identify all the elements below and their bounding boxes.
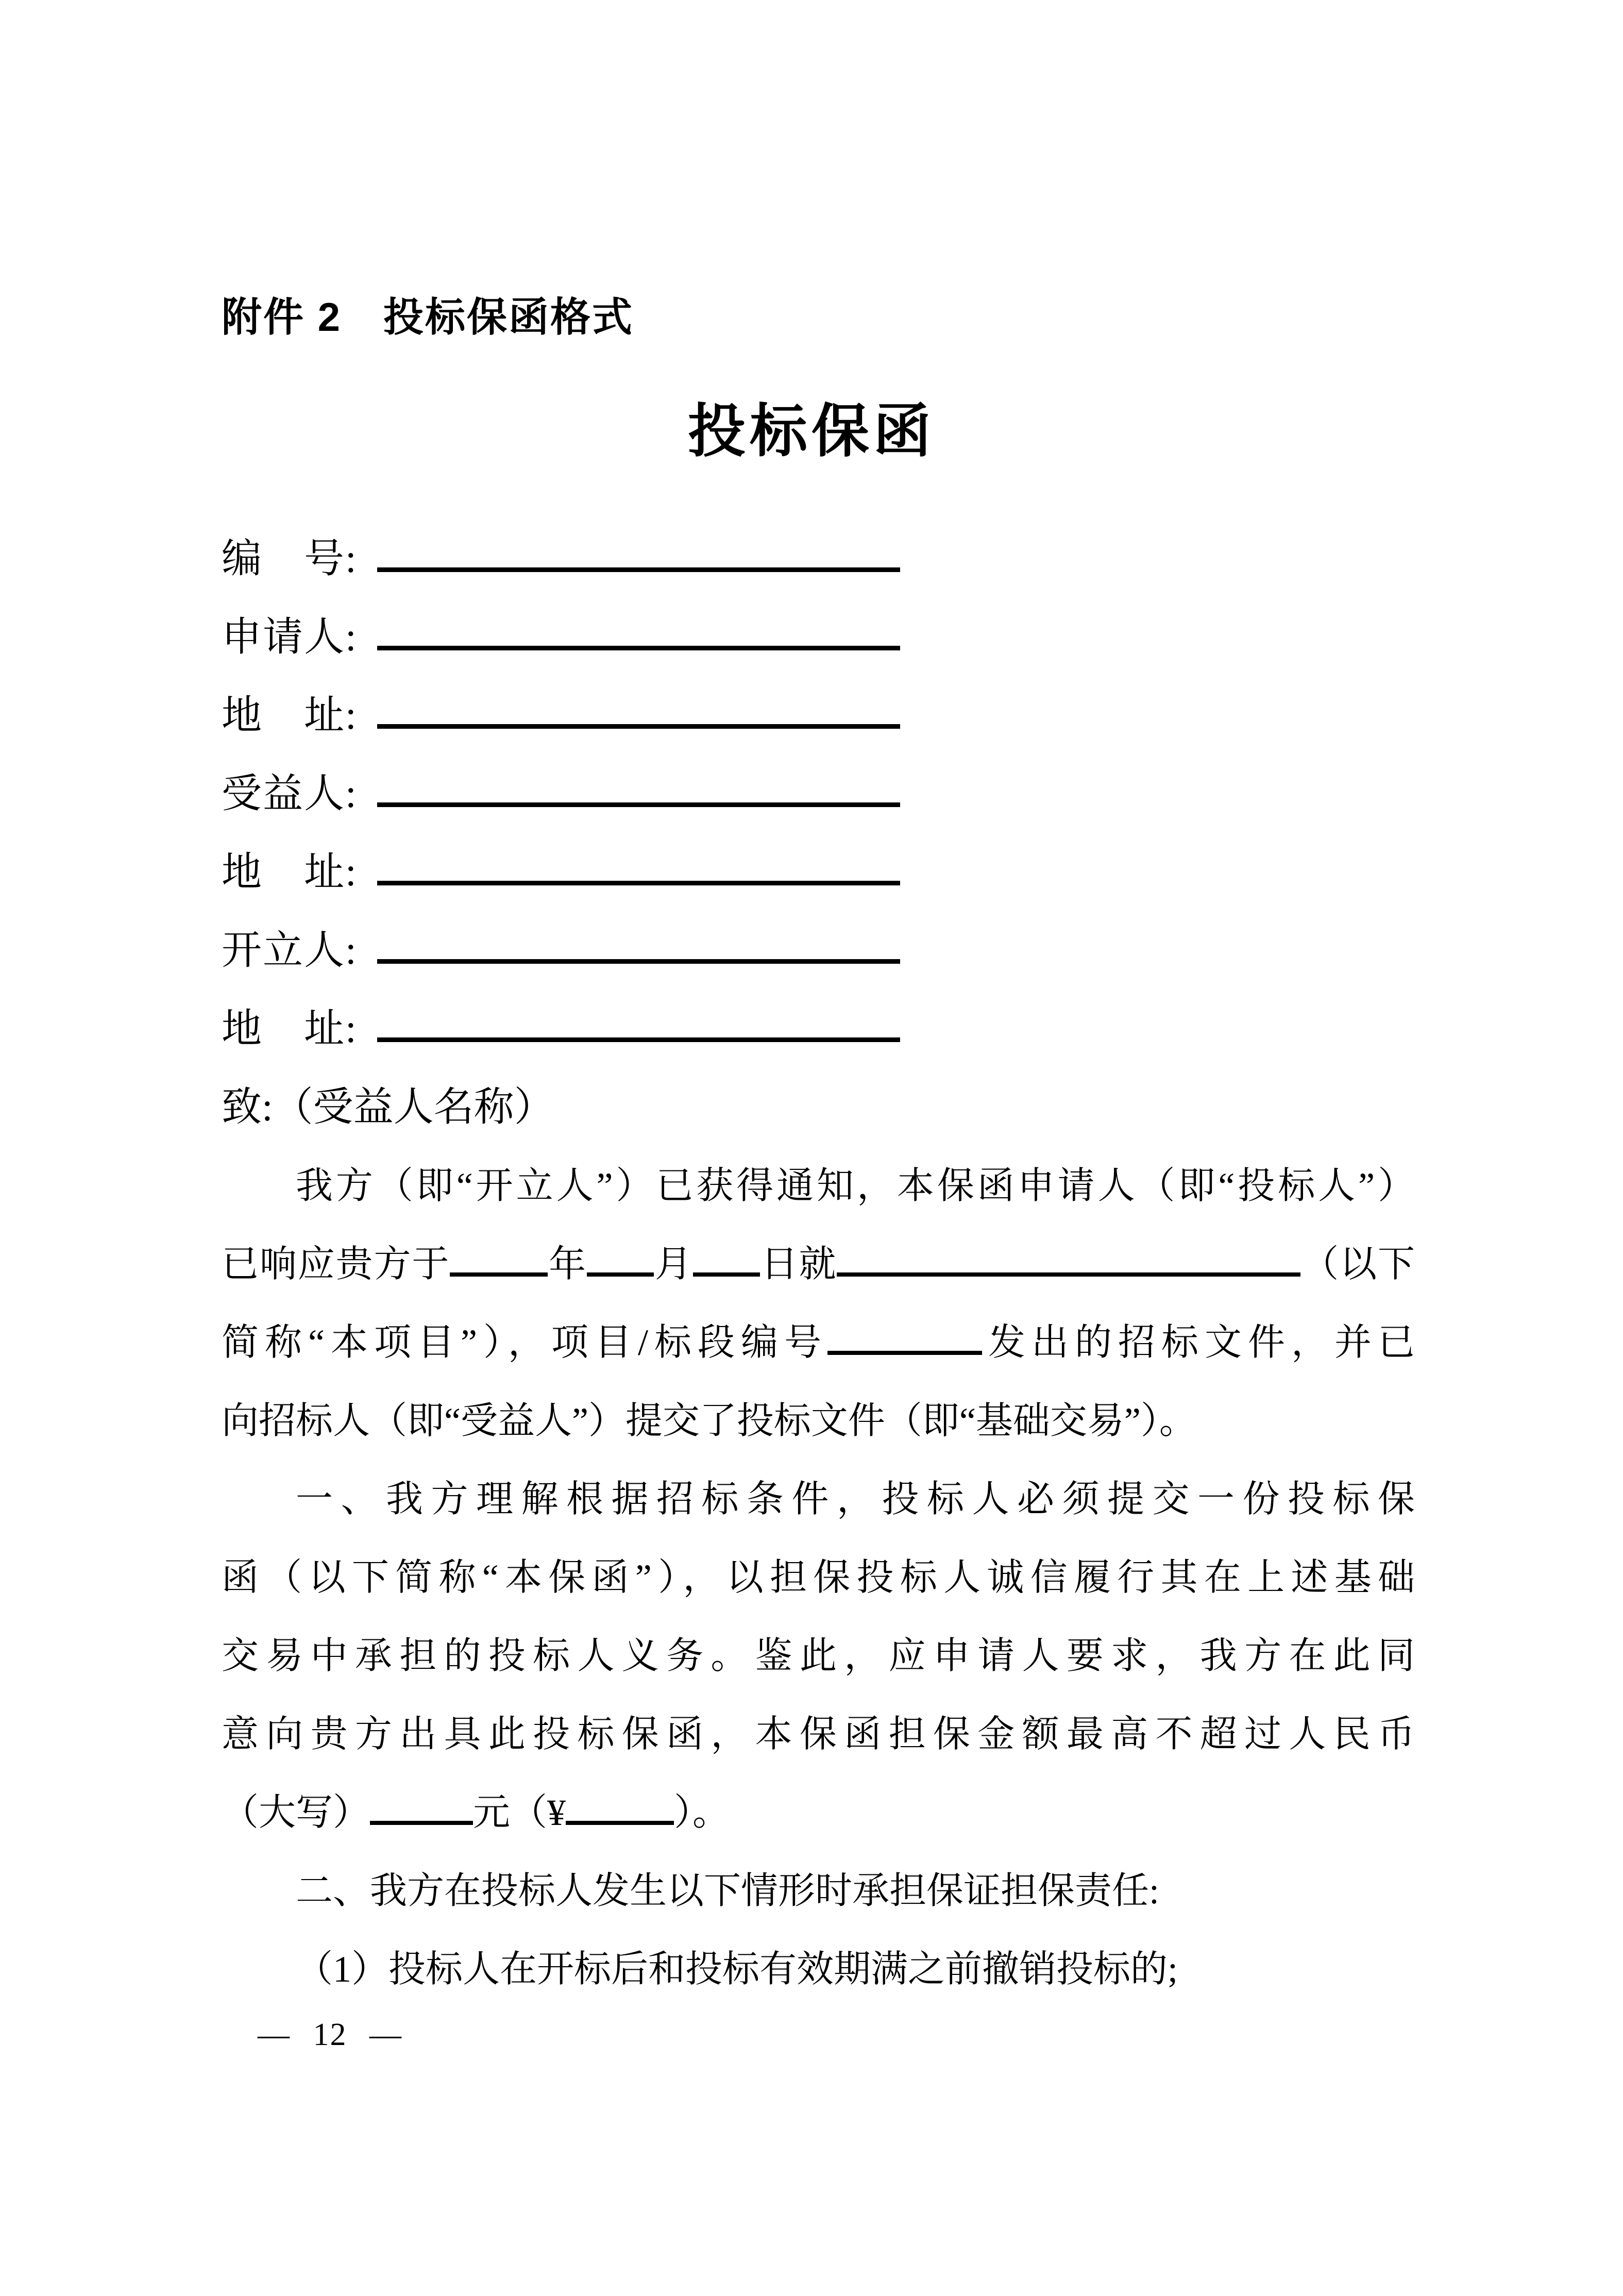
form-label: 地 址: [222, 693, 358, 738]
form-label: 地 址: [222, 849, 358, 894]
body-line-2 [222, 1303, 1415, 1382]
fill-in-blank[interactable] [693, 1239, 760, 1277]
form-row-3 [222, 755, 1417, 833]
fill-in-blank[interactable] [370, 1788, 473, 1825]
body-line-8 [222, 1773, 1415, 1852]
body-line-4 [222, 1460, 1415, 1538]
body-text-segment: 年 [548, 1244, 587, 1285]
form-label: 申请人: [222, 614, 358, 659]
form-row-0 [222, 519, 1417, 598]
body-text-segment: 月 [653, 1244, 693, 1285]
form-fields [222, 519, 1417, 1146]
page-number: — 12 — [258, 2017, 402, 2052]
body-text-segment: 一、我方理解根据招标条件，投标人必须提交一份投标保 [296, 1479, 1415, 1520]
attachment-header: 附件 2 投标保函格式 [222, 294, 634, 340]
fill-in-underline[interactable] [377, 845, 900, 885]
body-text-segment: ）。 [674, 1792, 730, 1833]
form-label: 开立人: [222, 928, 358, 973]
body-text-segment: 已响应贵方于 [222, 1244, 450, 1285]
form-row-6 [222, 990, 1417, 1068]
fill-in-underline[interactable] [377, 767, 900, 807]
salutation-line: 致:（受益人名称） [222, 1084, 554, 1129]
fill-in-underline[interactable] [377, 689, 900, 729]
fill-in-blank[interactable] [587, 1239, 654, 1277]
fill-in-underline[interactable] [377, 610, 900, 650]
body-text-segment: 函（以下简称“本保函”），以担保投标人诚信履行其在上述基础 [222, 1557, 1415, 1598]
form-label: 编 号: [222, 536, 358, 581]
body-text-segment: 简称“本项目”），项目/标段编号 [222, 1322, 827, 1363]
fill-in-underline[interactable] [377, 532, 900, 572]
body-line-3 [222, 1382, 1415, 1460]
fill-in-underline[interactable] [377, 924, 900, 964]
form-label: 地 址: [222, 1006, 358, 1051]
form-row-4 [222, 833, 1417, 911]
body-text [222, 1147, 1415, 2008]
body-line-1 [222, 1225, 1415, 1303]
body-line-10 [222, 1930, 1415, 2008]
body-text-segment: 我方（即“开立人”）已获得通知，本保函申请人（即“投标人”） [296, 1165, 1415, 1206]
fill-in-blank[interactable] [827, 1318, 982, 1355]
page-title: 投标保函 [688, 400, 935, 464]
body-text-segment: 交易中承担的投标人义务。鉴此，应申请人要求，我方在此同 [222, 1635, 1415, 1677]
body-text-segment: 向招标人（即“受益人”）提交了投标文件（即“基础交易”）。 [222, 1400, 1196, 1442]
fill-in-blank[interactable] [837, 1239, 1300, 1277]
body-line-9 [222, 1852, 1415, 1930]
fill-in-blank[interactable] [566, 1788, 674, 1825]
body-text-segment: 二、我方在投标人发生以下情形时承担保证担保责任: [296, 1870, 1160, 1912]
body-text-segment: 元（¥ [473, 1792, 566, 1833]
form-label: 受益人: [222, 771, 358, 816]
fill-in-underline[interactable] [377, 1002, 900, 1042]
body-line-5 [222, 1538, 1415, 1617]
body-line-7 [222, 1695, 1415, 1773]
form-row-2 [222, 676, 1417, 755]
body-text-segment: 意向贵方出具此投标保函，本保函担保金额最高不超过人民币 [222, 1714, 1415, 1755]
body-text-segment: 日就 [759, 1244, 837, 1285]
form-row-5 [222, 911, 1417, 990]
body-line-0 [222, 1147, 1415, 1225]
body-line-6 [222, 1617, 1415, 1695]
body-text-segment: （以下 [1300, 1244, 1415, 1285]
fill-in-blank[interactable] [450, 1239, 548, 1277]
body-text-segment: （1）投标人在开标后和投标有效期满之前撤销投标的; [296, 1949, 1178, 1990]
body-text-segment: （大写） [222, 1792, 370, 1833]
body-text-segment: 发出的招标文件，并已 [982, 1322, 1415, 1363]
form-row-1 [222, 598, 1417, 676]
